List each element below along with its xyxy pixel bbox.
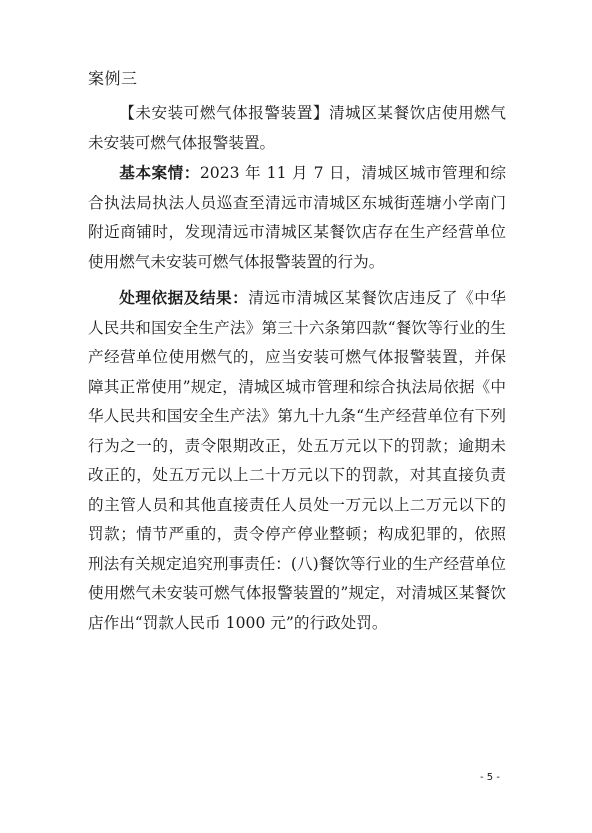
basic-facts-text: 2023 年 11 月 7 日，清城区城市管理和综合执法局执法人员巡查至清远市清城区东城街莲塘小学南门附近商铺时，发现清远市清城区某餐饮店存在生产经营单位使用燃气未安装可燃气体报警装置的行为。 bbox=[88, 164, 506, 271]
case-summary-paragraph bbox=[88, 99, 506, 158]
legal-basis-text: 清远市清城区某餐饮店违反了《中华人民共和国安全生产法》第三十六条第四款“餐饮等行业的生产经营单位使用燃气的，应当安装可燃气体报警装置，并保障其正常使用”规定，清城区城市管理和综合执法局依据《中华人民共和国安全生产法》第九十九条“生产经营单位有下列行为之一的，责令限期改正，处五万元以下的罚款；逾期未改正的，处五万元以上二十万元以下的罚款，对其直接负责的主管人员和其他直接责任人员处一万元以上二万元以下的罚款；情节严重的，责令停产停业整顿；构成犯罪的，依照刑法有关规定追究刑事责任：(八)餐饮等行业的生产经营单位使用燃气未安装可燃气体报警装置的”规定，对清城区某餐饮店作出“罚款人民币 1000 元”的行政处罚。 bbox=[88, 289, 506, 632]
basic-facts-heading: 基本案情： bbox=[119, 163, 200, 182]
basic-facts-paragraph bbox=[88, 158, 506, 277]
legal-basis-heading: 处理依据及结果： bbox=[119, 288, 249, 307]
case-title: 案例三 bbox=[88, 69, 138, 88]
legal-basis-paragraph bbox=[88, 283, 506, 638]
case-summary-text: 【未安装可燃气体报警装置】清城区某餐饮店使用燃气未安装可燃气体报警装置。 bbox=[88, 104, 506, 152]
page-number: - 5 - bbox=[480, 772, 500, 783]
